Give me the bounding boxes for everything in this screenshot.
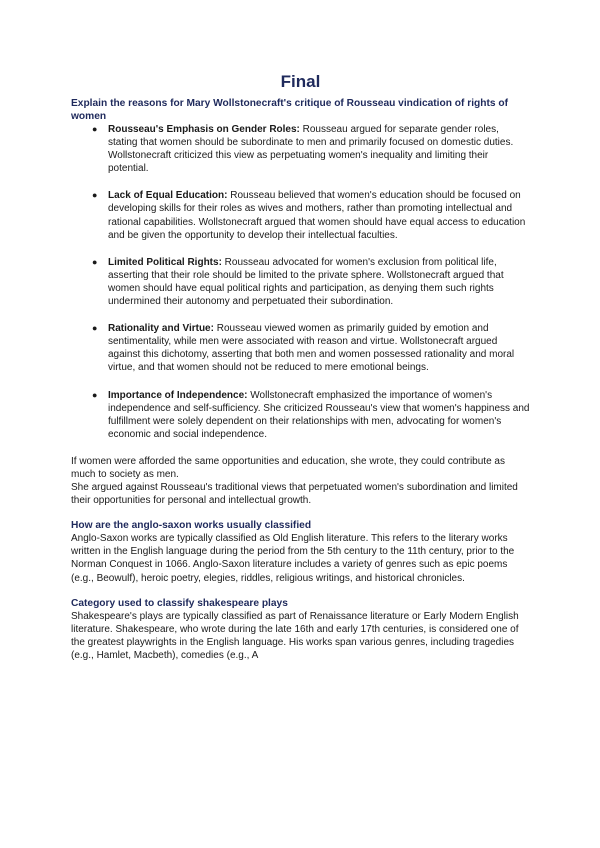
bullet-icon: ● xyxy=(92,256,98,267)
reasons-list xyxy=(71,123,530,441)
bullet-term: Rationality and Virtue: xyxy=(108,323,214,335)
closing-paragraph: If women were afforded the same opportunities and education, she wrote, they could contribute as much to society as men. xyxy=(71,455,505,480)
list-item xyxy=(92,256,530,308)
section-heading-wollstonecraft: Explain the reasons for Mary Wollstonecraft's critique of Rousseau vindication of rights of women xyxy=(71,98,508,122)
list-item xyxy=(92,322,530,374)
page-title: Final xyxy=(280,72,321,91)
list-item xyxy=(92,389,530,441)
section-heading-anglo-saxon: How are the anglo-saxon works usually classified xyxy=(71,520,312,532)
list-item xyxy=(92,189,530,241)
bullet-text: Rousseau believed that women's education should be focused on developing skills for their roles as wives and mothers, rather than promoting intellectual and rational capabilities. Wollstonecraft argued that women should have equal access to education and be given the opportunity to develop their intellectual faculties. xyxy=(108,190,526,241)
shakespeare-paragraph: Shakespeare's plays are typically classified as part of Renaissance literature or Early Modern English literature. Shakespeare, who wrote during the late 16th and early 17th centuries, is considered one of the greatest playwrights in the English language. His works span various genres, including tragedies (e.g., Hamlet, Macbeth), comedies (e.g., A xyxy=(71,610,519,661)
bullet-icon: ● xyxy=(92,190,98,201)
section-heading-shakespeare: Category used to classify shakespeare plays xyxy=(71,597,288,609)
anglo-saxon-paragraph: Anglo-Saxon works are typically classified as Old English literature. This refers to the literary works written in the English language during the period from the 5th century to the 11th century, prior to the Norman Conquest in 1066. Anglo-Saxon literature includes a variety of genres such as epic poems (e.g., Beowulf), heroic poetry, elegies, riddles, religious writings, and historical chronicles. xyxy=(71,533,515,584)
closing-paragraph: She argued against Rousseau's traditional views that perpetuated women's subordination and limited their opportunities for personal and intellectual growth. xyxy=(71,482,518,507)
bullet-term: Importance of Independence: xyxy=(108,389,248,401)
bullet-icon: ● xyxy=(92,389,98,400)
bullet-text: Rousseau argued for separate gender roles, stating that women should be subordinate to men and primarily focused on domestic duties. Wollstonecraft criticized this view as perpetuating women's inequality and limiting their potential. xyxy=(108,124,514,175)
bullet-term: Lack of Equal Education: xyxy=(108,190,228,202)
list-item xyxy=(92,123,530,175)
bullet-term: Rousseau's Emphasis on Gender Roles: xyxy=(108,124,300,135)
bullet-icon: ● xyxy=(92,323,98,334)
bullet-text: Rousseau advocated for women's exclusion from political life, asserting that their role should be limited to the private sphere. Wollstonecraft argued that women should have equal political rights and participation, as denying them such rights undermined their autonomy and perpetuated their subordination. xyxy=(108,256,504,308)
bullet-icon: ● xyxy=(92,124,98,134)
bullet-text: Wollstonecraft emphasized the importance of women's independence and self-sufficiency. She criticized Rousseau's view that women's happiness and fulfillment were solely dependent on their relationships with men, advocating for women's economic and social independence. xyxy=(108,389,530,440)
bullet-text: Rousseau viewed women as primarily guided by emotion and sentimentality, while men were associated with reason and virtue. Wollstonecraft argued against this dichotomy, asserting that both men and women possessed rationality and moral virtue, and that women should not be reduced to mere emotional beings. xyxy=(108,323,515,374)
bullet-term: Limited Political Rights: xyxy=(108,256,222,268)
